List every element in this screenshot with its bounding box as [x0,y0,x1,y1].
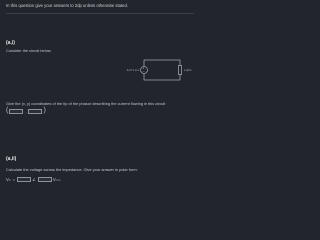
open-paren: ( [6,107,9,114]
angle-symbol: ∠ [32,176,36,182]
close-paren: ) [43,107,46,114]
divider [6,13,194,14]
unit-symbol: V [52,176,56,182]
part-a-title: (a,i) [6,40,15,46]
circuit-wire [144,60,180,80]
source-label: 3∠0 V rms [126,69,139,73]
angle-input[interactable] [38,177,52,182]
impedance-label: 2+j9 Ω [184,69,192,73]
instructions-text: In this question give your answers to 2dp unless otherwise stated. [6,3,128,8]
y-coordinate-input[interactable] [28,109,42,114]
source-plus-sign: + [142,66,145,71]
polar-answer-row [6,175,62,183]
part-b-instruction: Calculate the voltage across the impedance. Give your answer in polar form: [6,167,138,172]
unit-subscript: rms [55,177,61,182]
part-a-instruction: Consider the circuit below. [6,48,52,53]
source-minus-sign: − [142,69,145,74]
part-a-question: Give the (x, y) coordinates of the tip of the phasor describing the current flowing in this circuit [6,101,166,106]
voltage-subscript: Z [8,177,11,182]
x-coordinate-input[interactable] [9,109,23,114]
impedance-icon [179,66,182,75]
coordinate-answer-row [6,107,46,115]
magnitude-input[interactable] [17,177,31,182]
equals-sign: = [12,176,16,182]
comma-separator: , [25,108,27,114]
voltage-label [6,177,11,182]
voltage-symbol: V [6,176,9,182]
circuit-diagram [126,55,194,85]
unit-label [53,177,61,182]
part-b-title: (a,ii) [6,156,17,162]
